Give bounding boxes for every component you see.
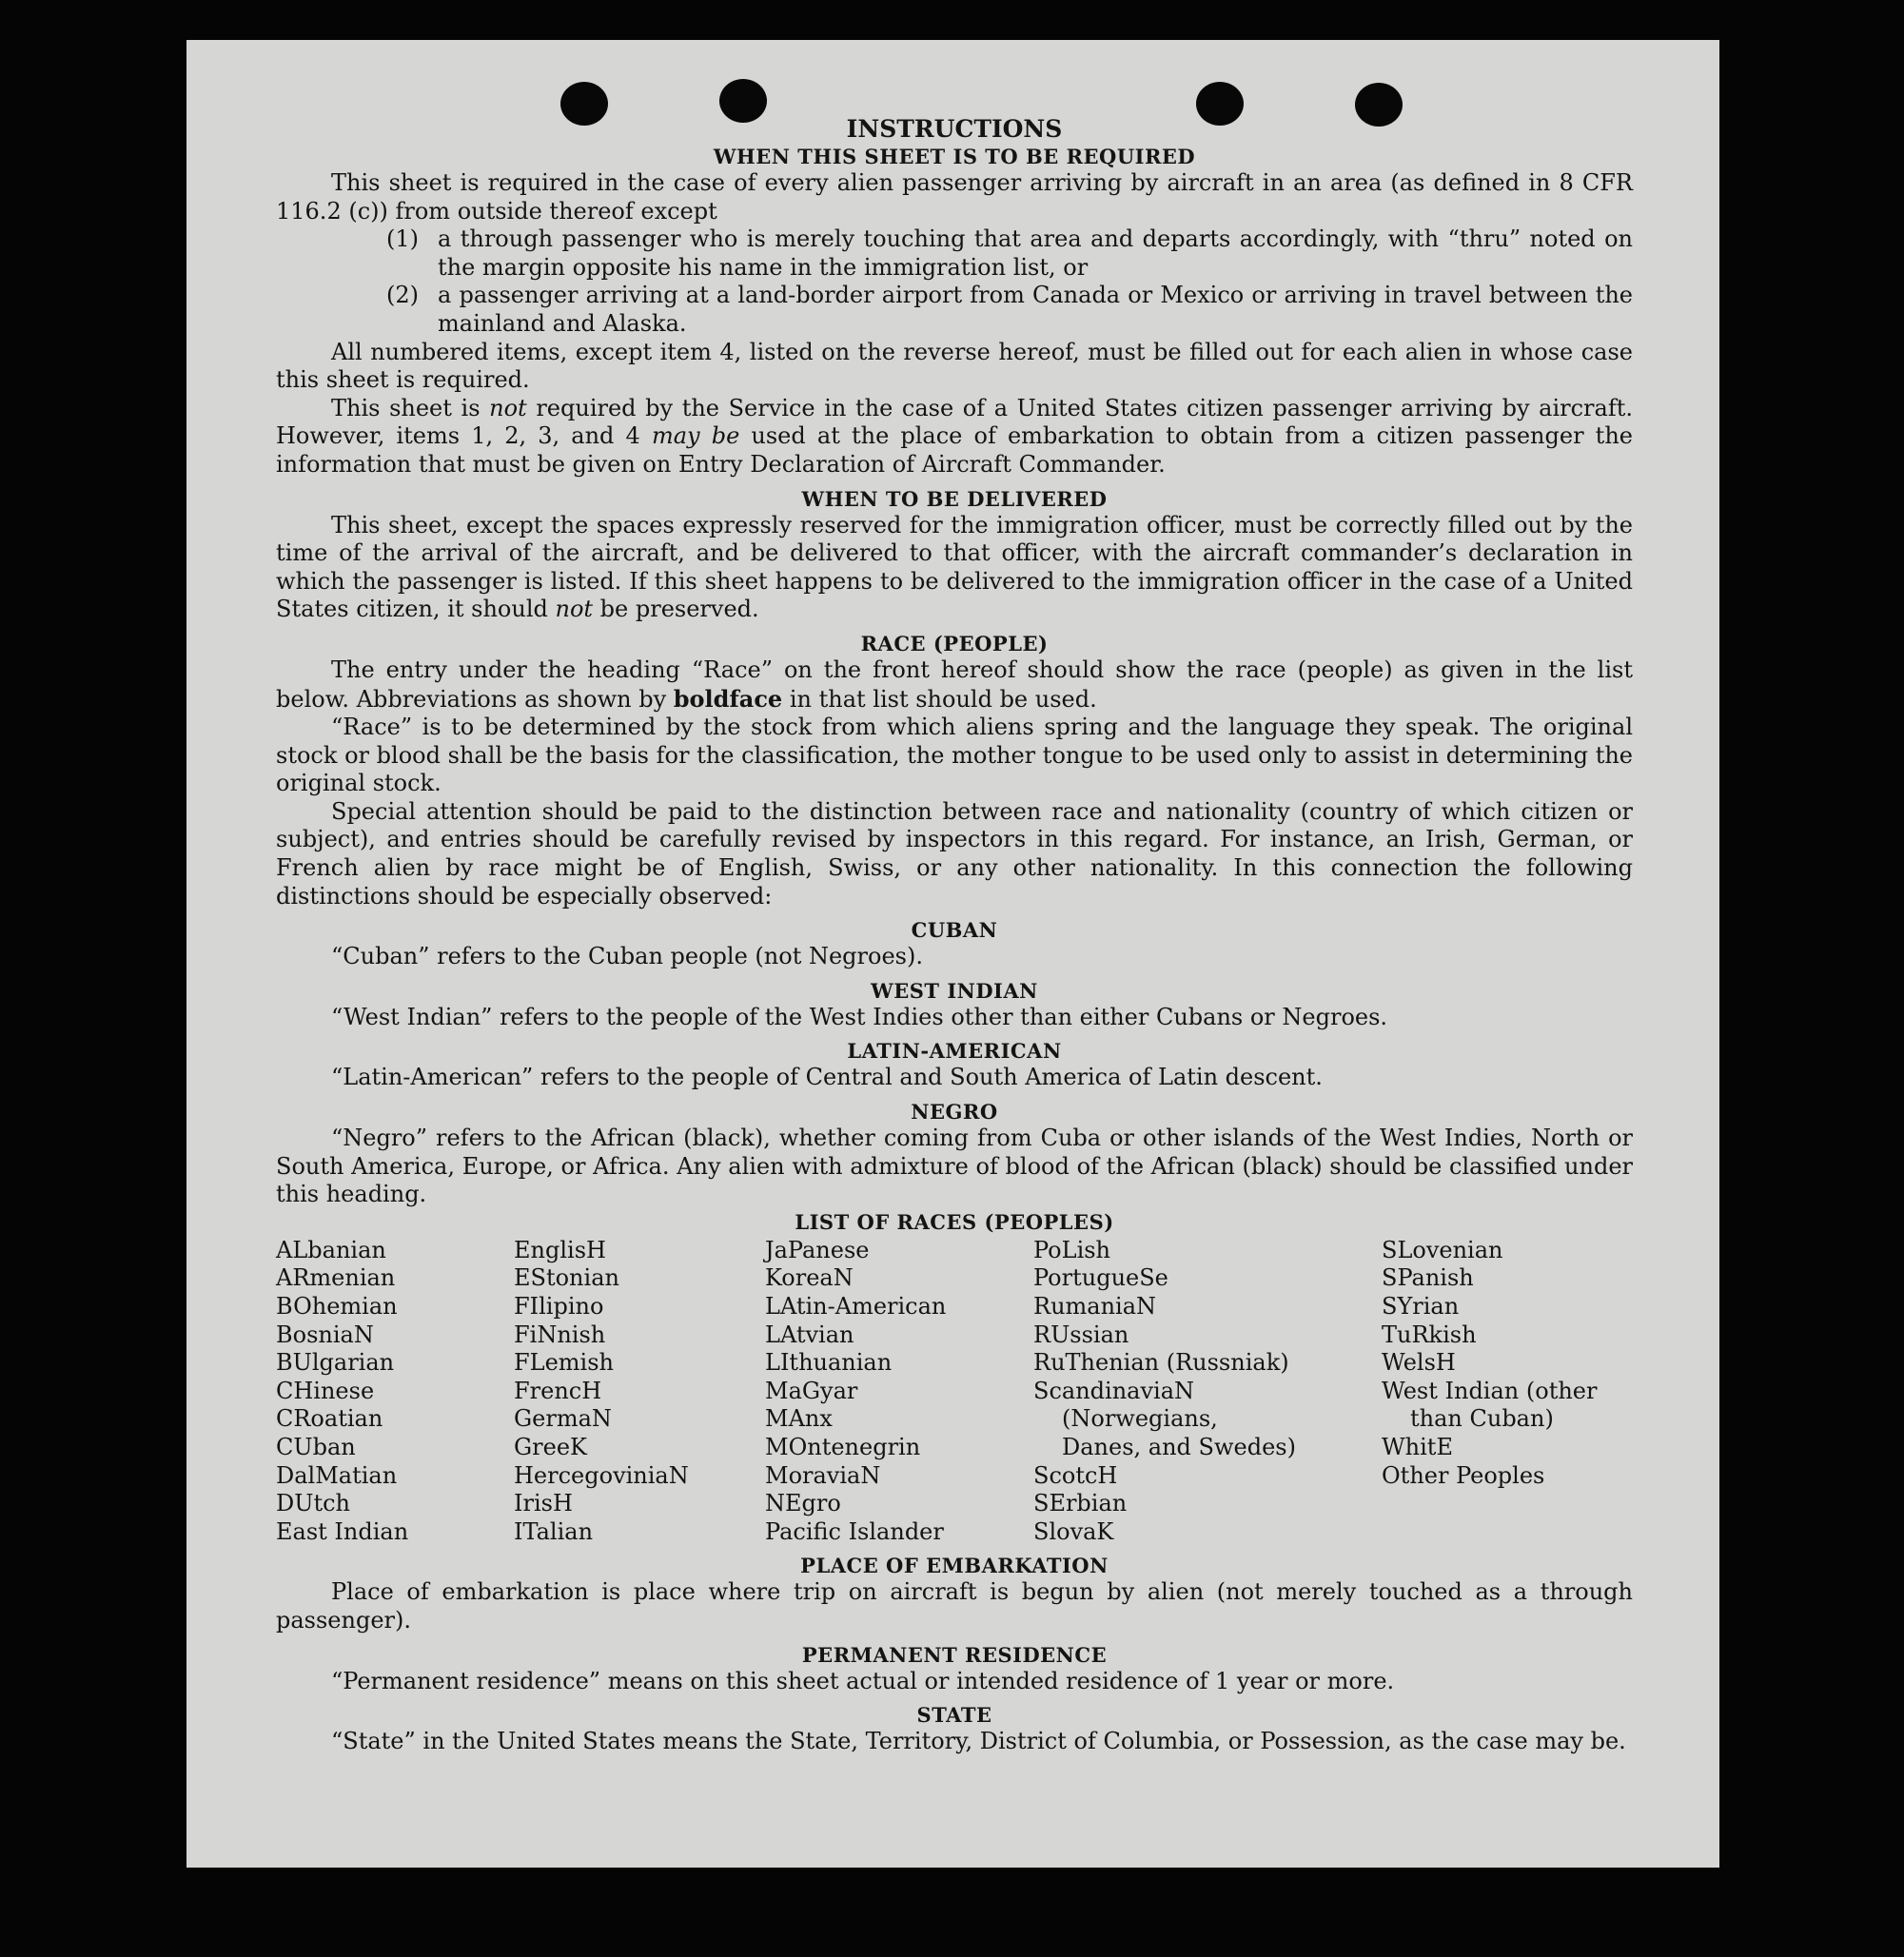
section-heading-cuban: CUBAN xyxy=(911,918,998,943)
exception-number: (1) xyxy=(386,225,419,253)
race-entry: BosniaN xyxy=(276,1321,374,1348)
race-stock-paragraph: “Race” is to be determined by the stock from which aliens spring and the language they speak. The original stock or blood shall be the basis for the classification, the mother tongue to be used only to assist in determining the original stock. xyxy=(276,714,1633,797)
race-entry: East Indian xyxy=(276,1517,409,1545)
citizen-paragraph xyxy=(276,395,1633,479)
race-entry: EnglisH xyxy=(514,1236,606,1263)
race-entry: ARmenian xyxy=(276,1264,396,1292)
exception-text: a passenger arriving at a land-border airport from Canada or Mexico or arriving in travel between the mainland and Alaska. xyxy=(438,282,1633,337)
race-entry: WhitE xyxy=(1382,1433,1453,1460)
race-entry: RuThenian (Russniak) xyxy=(1033,1349,1289,1377)
west-indian-definition: “West Indian” refers to the people of the West Indies other than either Cubans or Negroes. xyxy=(331,1003,1388,1030)
state-definition: “State” in the United States means the State, Territory, District of Columbia, or Possession, as the case may be. xyxy=(331,1728,1626,1755)
race-entry: Pacific Islander xyxy=(765,1517,944,1545)
race-nationality-paragraph: Special attention should be paid to the distinction between race and nationality (country of which citizen or subject), and entries should be carefully revised by inspectors in this regard. For instance, an Irish, German, or French alien by race might be of English, Swiss, or any other nationality. In this connection the following distinctions should be especially observed: xyxy=(276,797,1633,910)
race-entry: JaPanese xyxy=(765,1236,870,1263)
race-entry: FIlipino xyxy=(514,1293,604,1320)
race-entry: CUban xyxy=(276,1433,356,1460)
citizen-text: required by the Service in the case of a United States citizen passenger arriving by aircraft. However, items 1, 2, 3, and 4 xyxy=(276,394,1633,450)
delivered-not-emphasis: not xyxy=(555,596,594,623)
race-entry: ScotcH xyxy=(1033,1461,1118,1489)
race-entry: Other Peoples xyxy=(1382,1461,1545,1489)
race-entry: DalMatian xyxy=(276,1461,398,1489)
delivered-text: be preserved. xyxy=(593,596,759,623)
section-heading-west-indian: WEST INDIAN xyxy=(871,978,1038,1003)
section-heading-list-of-races: LIST OF RACES (PEOPLES) xyxy=(795,1209,1114,1234)
latin-american-definition: “Latin-American” refers to the people of Central and South America of Latin descent. xyxy=(331,1064,1323,1091)
race-entry: HercegoviniaN xyxy=(514,1461,689,1489)
citizen-maybe-emphasis: may be xyxy=(651,422,740,450)
required-intro: This sheet is required in the case of every alien passenger arriving by aircraft in an area (as defined in 8 CFR 116.2 (c)) from outside thereof except xyxy=(276,169,1633,225)
race-entry: West Indian (other than Cuban) xyxy=(1382,1377,1598,1433)
race-entry: LAtvian xyxy=(765,1321,854,1348)
race-text: in that list should be used. xyxy=(782,685,1097,713)
section-heading-delivered: WHEN TO BE DELIVERED xyxy=(801,486,1108,511)
races-column xyxy=(276,1237,514,1547)
race-entry: MaGyar xyxy=(765,1377,858,1404)
exception-item xyxy=(386,225,1633,282)
race-entry: FLemish xyxy=(514,1349,614,1377)
races-column xyxy=(1382,1237,1633,1547)
race-entry: ScandinaviaN (Norwegians, Danes, and Swedes) xyxy=(1033,1377,1296,1460)
race-entry: KoreaN xyxy=(765,1264,854,1292)
race-entry: BOhemian xyxy=(276,1293,398,1320)
race-entry: CHinese xyxy=(276,1377,375,1404)
race-entry: BUlgarian xyxy=(276,1349,395,1377)
exception-item xyxy=(386,282,1633,338)
section-heading-negro: NEGRO xyxy=(911,1100,998,1125)
exception-number: (2) xyxy=(386,282,419,309)
race-entry: SPanish xyxy=(1382,1264,1474,1292)
section-heading-embarkation: PLACE OF EMBARKATION xyxy=(800,1554,1109,1578)
race-entry: CRoatian xyxy=(276,1405,383,1433)
race-entry: SErbian xyxy=(1033,1490,1128,1517)
exception-text: a through passenger who is merely touching that area and departs accordingly, with “thru” noted on the margin opposite his name in the immigration list, or xyxy=(438,225,1633,281)
negro-definition: “Negro” refers to the African (black), whether coming from Cuba or other islands of the West Indies, North or South America, Europe, or Africa. Any alien with admixture of blood of the African (black) should be classified under this heading. xyxy=(276,1125,1633,1208)
race-entry: MoraviaN xyxy=(765,1461,881,1489)
race-entry: PoLish xyxy=(1033,1236,1111,1263)
race-entry: PortugueSe xyxy=(1033,1264,1168,1292)
race-entry: FrencH xyxy=(514,1377,602,1404)
race-entry: LIthuanian xyxy=(765,1349,893,1377)
race-entry: ALbanian xyxy=(276,1236,386,1263)
race-entry: SLovenian xyxy=(1382,1236,1503,1263)
section-heading-race: RACE (PEOPLE) xyxy=(860,631,1049,656)
instructions-sheet xyxy=(276,114,1633,1756)
race-entry: NEgro xyxy=(765,1490,841,1517)
race-entry: TuRkish xyxy=(1382,1321,1477,1348)
races-column xyxy=(765,1237,1033,1547)
citizen-not-emphasis: not xyxy=(489,394,527,421)
race-entry: FiNnish xyxy=(514,1321,606,1348)
race-entry: SYrian xyxy=(1382,1293,1460,1320)
citizen-text: used at the place of embarkation to obtain from a citizen passenger the information that must be given on Entry Declaration of Aircraft Commander. xyxy=(276,422,1633,478)
race-entry: IrisH xyxy=(514,1490,573,1517)
race-entry: MAnx xyxy=(765,1405,833,1433)
section-heading-required: WHEN THIS SHEET IS TO BE REQUIRED xyxy=(713,145,1196,168)
embarkation-definition: Place of embarkation is place where trip on aircraft is begun by alien (not merely touched as a through passenger). xyxy=(276,1578,1633,1634)
race-entry: GreeK xyxy=(514,1433,587,1460)
page-title: INSTRUCTIONS xyxy=(846,115,1063,143)
section-heading-residence: PERMANENT RESIDENCE xyxy=(801,1642,1108,1667)
cuban-definition: “Cuban” refers to the Cuban people (not Negroes). xyxy=(331,943,923,970)
races-column xyxy=(1033,1237,1304,1547)
race-entry: GermaN xyxy=(514,1405,612,1433)
races-column xyxy=(514,1237,765,1547)
race-entry: MOntenegrin xyxy=(765,1433,921,1460)
citizen-text: This sheet is xyxy=(331,394,490,421)
document-page xyxy=(186,40,1719,1868)
race-entry: WelsH xyxy=(1382,1349,1456,1377)
race-entry: RUssian xyxy=(1033,1321,1129,1348)
race-entry: RumaniaN xyxy=(1033,1293,1157,1320)
section-heading-latin-american: LATIN-AMERICAN xyxy=(847,1039,1062,1064)
race-text: The entry under the heading “Race” on the front hereof should show the race (people) as given in the list below. Abbreviations as shown by xyxy=(276,656,1633,713)
races-list xyxy=(276,1237,1633,1547)
race-paragraph xyxy=(276,656,1633,714)
race-entry: LAtin-American xyxy=(765,1293,947,1320)
section-heading-state: STATE xyxy=(916,1703,992,1728)
delivered-paragraph xyxy=(276,512,1633,624)
delivered-text: This sheet, except the spaces expressly reserved for the immigration officer, must be correctly filled out by the time of the arrival of the aircraft, and be delivered to that officer, with the aircraft commander’s declaration in which the passenger is listed. If this sheet happens to be delivered to the immigration officer in the case of a United States citizen, it should xyxy=(276,511,1633,623)
race-entry: EStonian xyxy=(514,1264,619,1292)
race-entry: ITalian xyxy=(514,1517,594,1545)
race-boldface-word: boldface xyxy=(673,684,783,713)
numbered-items-paragraph: All numbered items, except item 4, listed on the reverse hereof, must be filled out for each alien in whose case this sheet is required. xyxy=(276,338,1633,394)
residence-definition: “Permanent residence” means on this sheet actual or intended residence of 1 year or more. xyxy=(331,1667,1395,1694)
race-entry: SlovaK xyxy=(1033,1517,1114,1545)
race-entry: DUtch xyxy=(276,1490,351,1517)
